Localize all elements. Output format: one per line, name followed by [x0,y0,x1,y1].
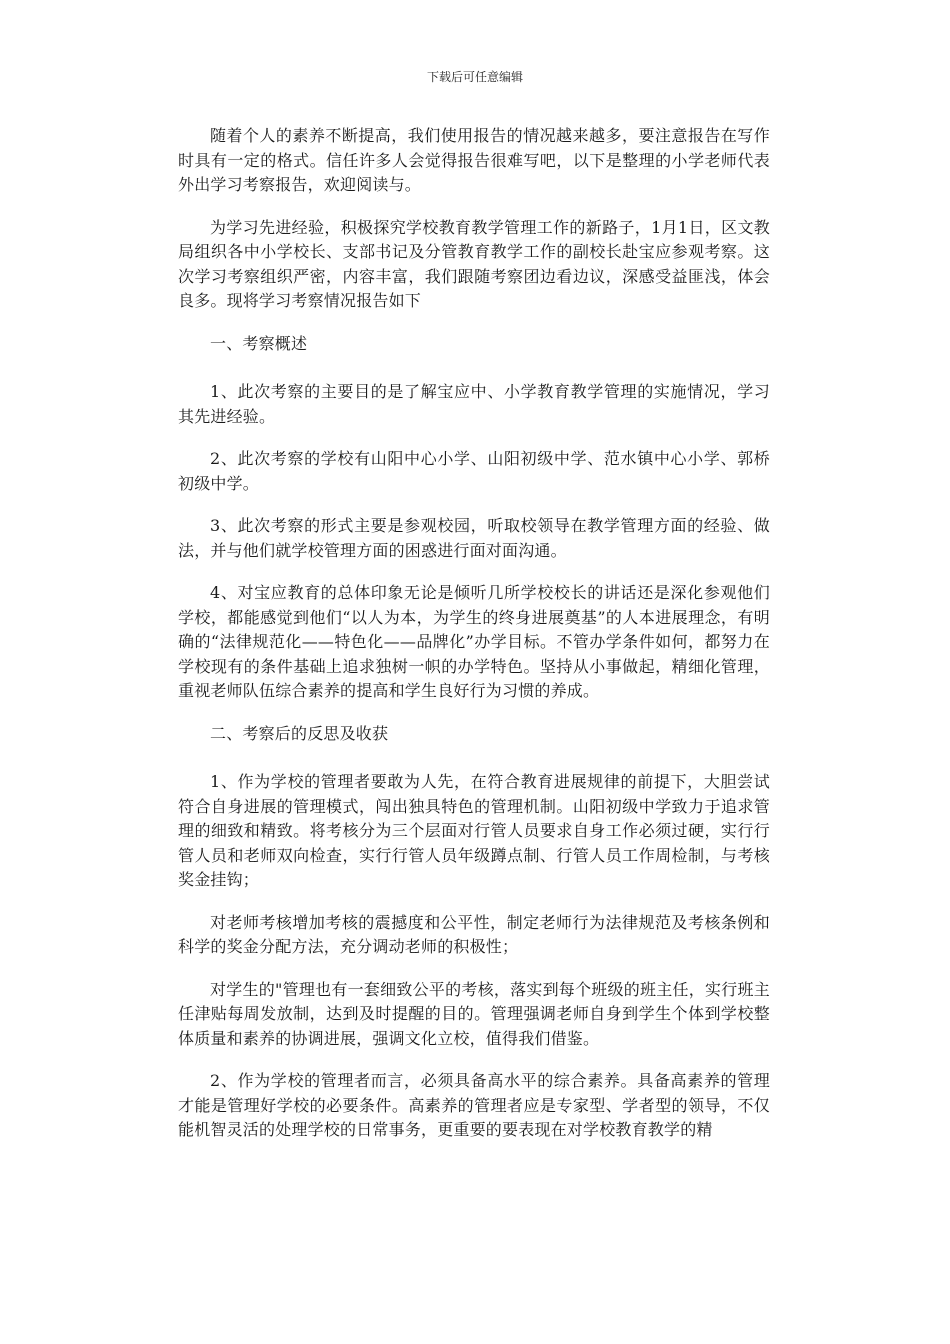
background-paragraph: 为学习先进经验，积极探究学校教育教学管理工作的新路子，1月1日，区文教局组织各中小学校长、支部书记及分管教育教学工作的副校长赴宝应参观考察。这次学习考察组织严密，内容丰富，我们跟随考察团边看边议，深感受益匪浅，体会良多。现将学习考察情况报告如下 [178,217,770,310]
intro-paragraph: 随着个人的素养不断提高，我们使用报告的情况越来越多，要注意报告在写作时具有一定的格式。信任许多人会觉得报告很难写吧，以下是整理的小学老师代表外出学习考察报告，欢迎阅读与。 [178,126,770,194]
overview-item-1: 1、此次考察的主要目的是了解宝应中、小学教育教学管理的实施情况，学习其先进经验。 [178,382,770,426]
reflection-item-1: 1、作为学校的管理者要敢为人先，在符合教育进展规律的前提下，大胆尝试符合自身进展的管理模式，闯出独具特色的管理机制。山阳初级中学致力于追求管理的细致和精致。将考核分为三个层面对行管人员要求自身工作必须过硬，实行行管人员和老师双向检查，实行行管人员年级蹲点制、行管人员工作周检制，与考核奖金挂钩； [178,772,770,889]
reflection-teacher-paragraph: 对老师考核增加考核的震撼度和公平性，制定老师行为法律规范及考核条例和科学的奖金分配方法，充分调动老师的积极性； [178,912,770,956]
page-header: 下载后可任意编辑 [426,70,523,84]
section-heading-overview: 一、考察概述 [210,333,308,353]
overview-item-2: 2、此次考察的学校有山阳中心小学、山阳初级中学、范水镇中心小学、郭桥初级中学。 [178,449,770,493]
document-body [178,124,770,1161]
section-heading-reflection: 二、考察后的反思及收获 [210,723,389,743]
reflection-student-paragraph: 对学生的"管理也有一套细致公平的考核，落实到每个班级的班主任，实行班主任津贴每周发放制，达到及时提醒的目的。管理强调老师自身到学生个体到学校整体质量和素养的协调进展，强调文化立校，值得我们借鉴。 [178,979,770,1048]
overview-item-4: 4、对宝应教育的总体印象无论是倾听几所学校校长的讲话还是深化参观他们学校，都能感觉到他们“以人为本，为学生的终身进展奠基”的人本进展理念，有明确的“法律规范化——特色化——品牌化”办学目标。不管办学条件如何，都努力在学校现有的条件基础上追求独树一帜的办学特色。坚持从小事做起，精细化管理，重视老师队伍综合素养的提高和学生良好行为习惯的养成。 [178,583,770,700]
overview-item-3: 3、此次考察的形式主要是参观校园，听取校领导在教学管理方面的经验、做法，并与他们就学校管理方面的困惑进行面对面沟通。 [178,516,770,560]
reflection-item-2: 2、作为学校的管理者而言，必须具备高水平的综合素养。具备高素养的管理才能是管理好学校的必要条件。高素养的管理者应是专家型、学者型的领导，不仅能机智灵活的处理学校的日常事务，更重要的要表现在对学校教育教学的精 [178,1071,770,1139]
